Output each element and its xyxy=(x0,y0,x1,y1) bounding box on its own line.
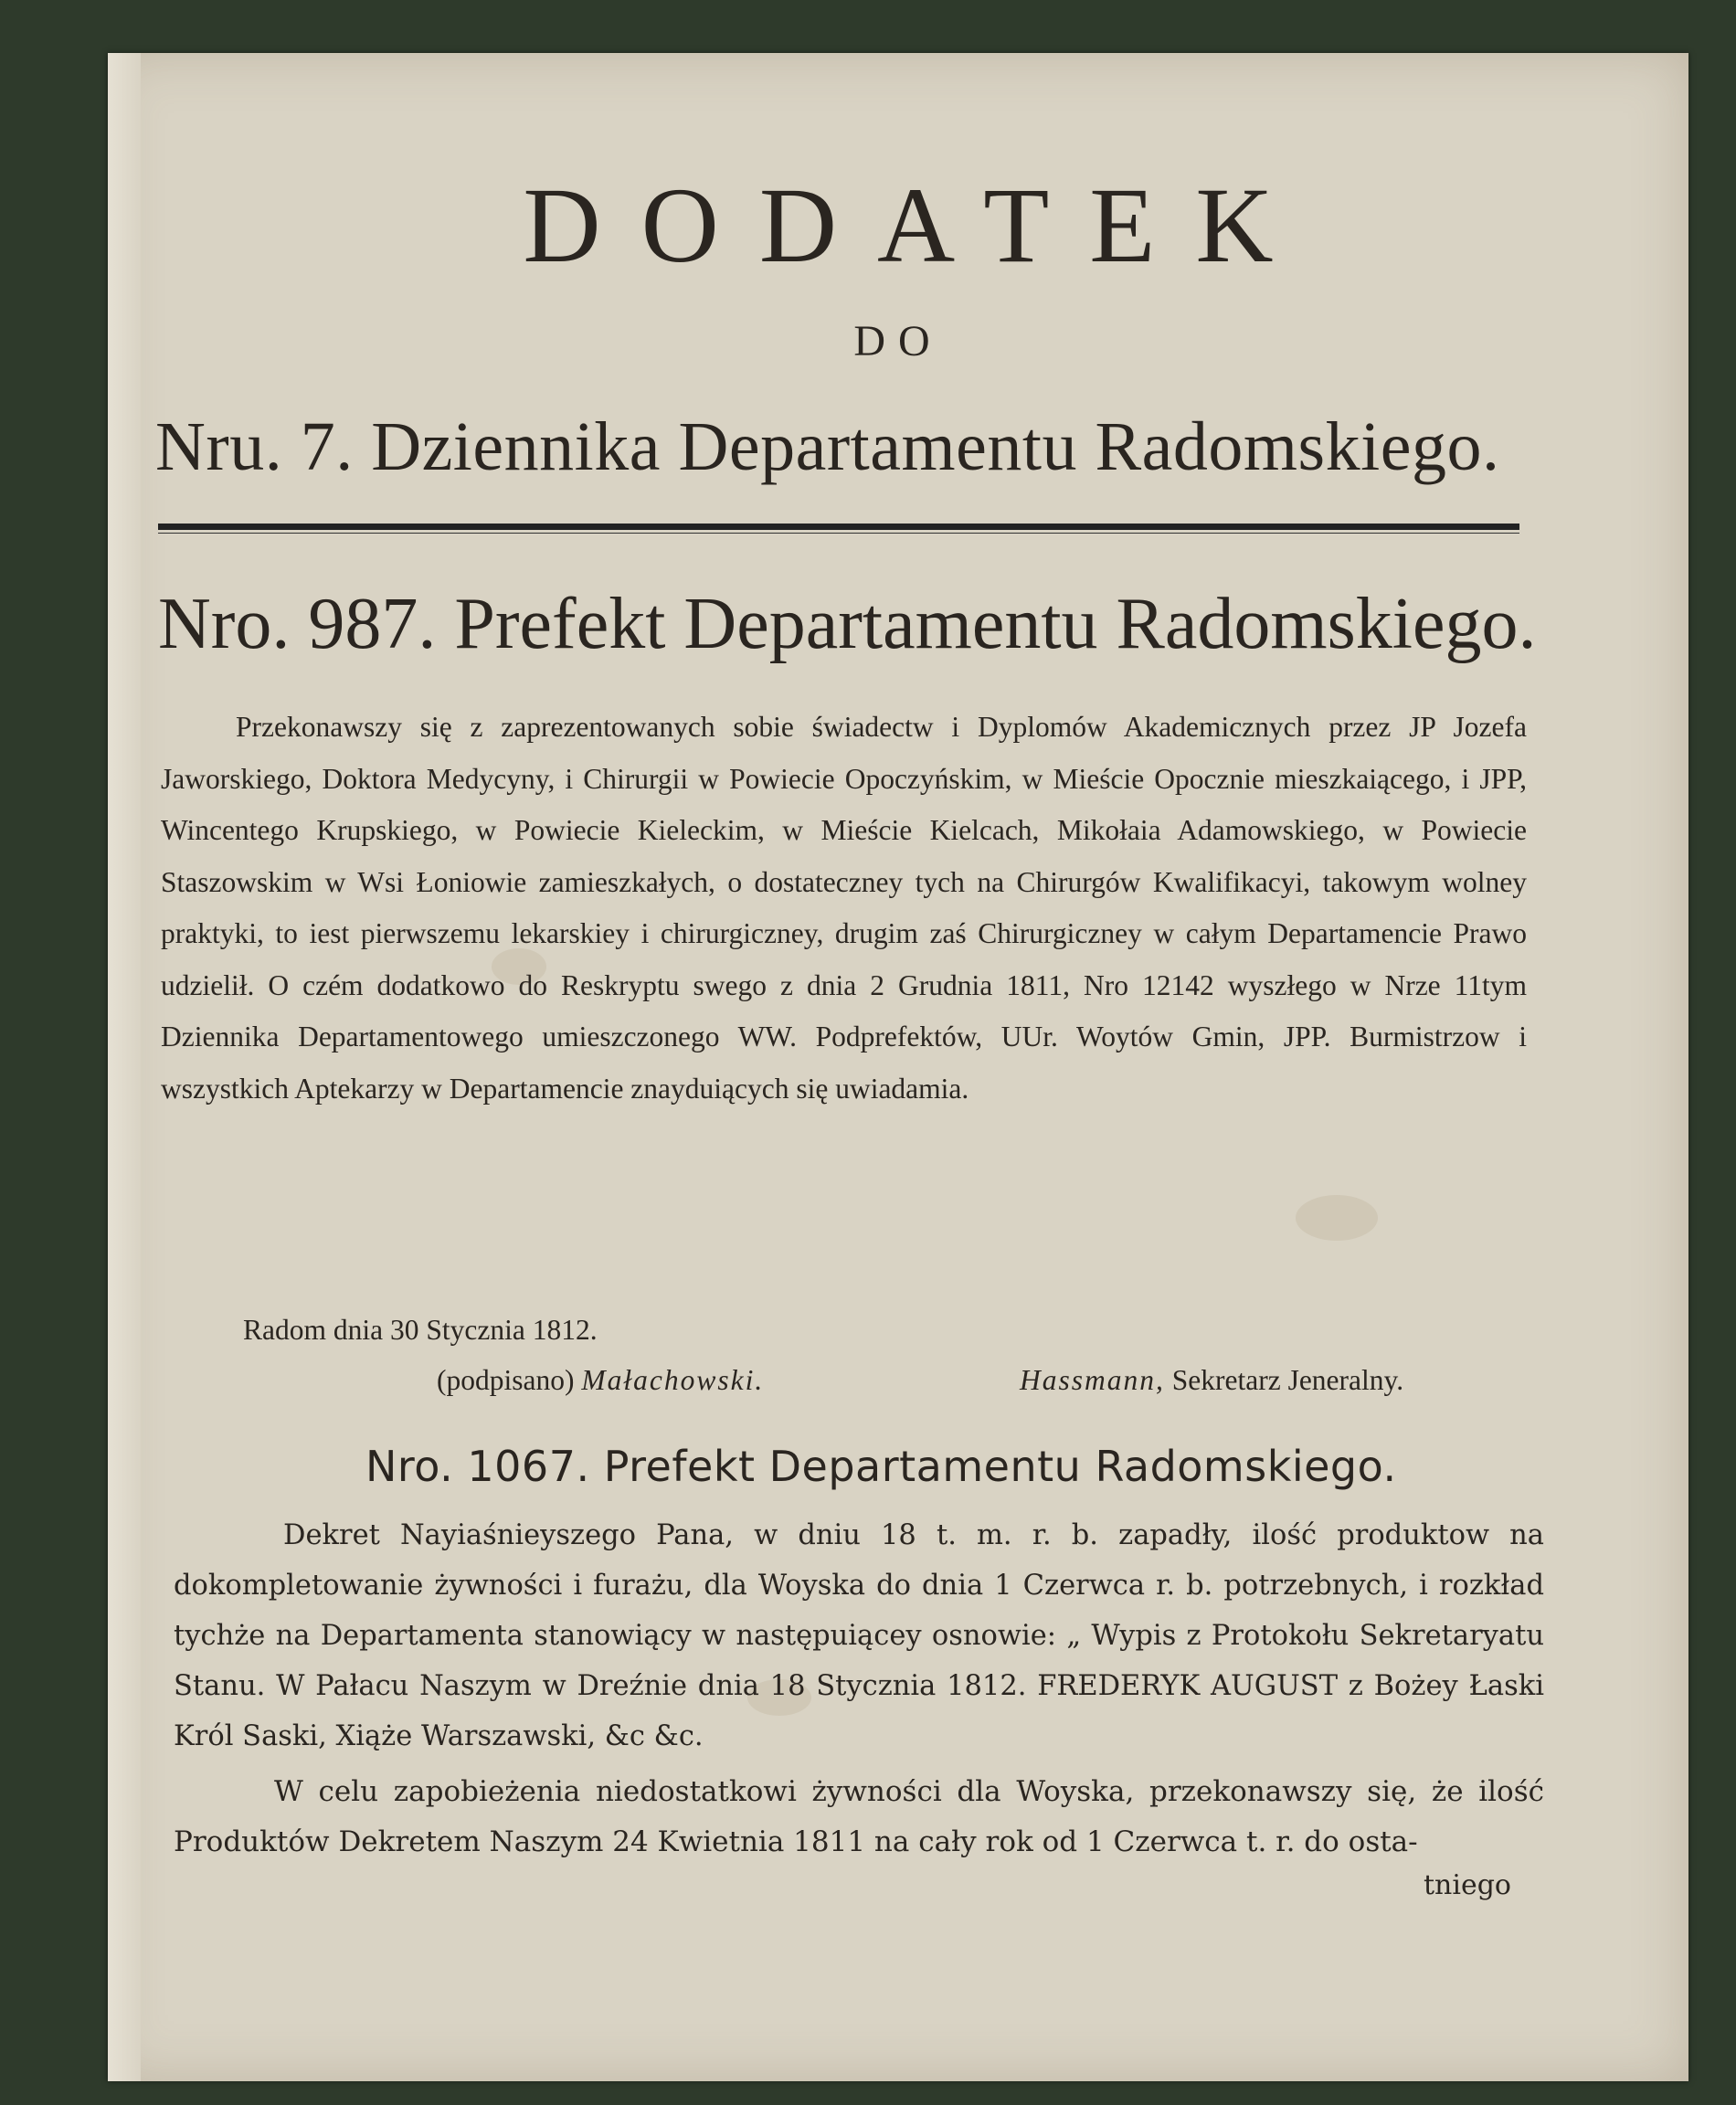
signer2-title: Sekretarz Jeneralny. xyxy=(1171,1364,1404,1396)
section2-paragraph-2: W celu zapobieżenia niedostatkowi żywności dla Woyska, przekonawszy się, że ilość Produktów Dekretem Naszym 24 Kwietnia 1811 na cały rok od 1 Czerwca t. r. do osta- xyxy=(174,1775,1544,1858)
document-title: DODATEK xyxy=(523,165,1314,285)
signer2-name: Hassmann, xyxy=(1020,1364,1165,1396)
title-connector: DO xyxy=(853,317,943,365)
section1-date: Radom dnia 30 Stycznia 1812. xyxy=(243,1314,598,1346)
section2-heading: Nro. 1067. Prefekt Departamentu Radomskiego. xyxy=(365,1442,1397,1491)
document-page xyxy=(108,53,1688,2081)
header-rule xyxy=(158,524,1519,534)
signer2 xyxy=(1020,1364,1403,1397)
section1-heading: Nro. 987. Prefekt Departamentu Radomskiego. xyxy=(158,584,1537,664)
catchword: tniego xyxy=(1424,1869,1511,1901)
issue-line: Nru. 7. Dziennika Departamentu Radomskiego. xyxy=(155,408,1500,485)
section1-paragraph: Przekonawszy się z zaprezentowanych sobie świadectw i Dyplomów Akademicznych przez JP Jozefa Jaworskiego, Doktora Medycyny, i Chirurgii w Powiecie Opoczyńskim, w Mieście Opocznie mieszkaiącego, i JPP, Wincentego Krupskiego, w Powiecie Kieleckim, w Mieście Kielcach, Mikołaia Adamowskiego, w Powiecie Staszowskim w Wsi Łoniowie zamieszkałych, o dostateczney tych na Chirurgów Kwalifikacyi, takowym wolney praktyki, to iest pierwszemu lekarskiey i chirurgiczney, drugim zaś Chirurgiczney w całym Departamencie Prawo udzielił. O czém dodatkowo do Reskryptu swego z dnia 2 Grudnia 1811, Nro 12142 wyszłego w Nrze 11tym Dziennika Departamentowego umieszczonego WW. Podprefektów, UUr. Woytów Gmin, JPP. Burmistrzow i wszystkich Aptekarzy w Departamencie znayduiących się uwiadamia. xyxy=(161,711,1527,1105)
paper-stain xyxy=(1296,1195,1378,1241)
section1-signatures xyxy=(437,1364,1515,1397)
signed-prefix: (podpisano) xyxy=(437,1364,575,1396)
signer1: Małachowski. xyxy=(581,1364,765,1396)
section2-paragraph: Dekret Nayiaśnieyszego Pana, w dniu 18 t. m. r. b. zapadły, ilość produktow na dokompletowanie żywności i furażu, dla Woyska do dnia 1 Czerwca r. b. potrzebnych, i rozkład tychże na Departamenta stanowiący w następuiącey osnowie: „ Wypis z Protokołu Sekretaryatu Stanu. W Pałacu Naszym w Dreźnie dnia 18 Stycznia 1812. FREDERYK AUGUST z Bożey Łaski Król Saski, Xiąże Warszawski, &c &c. xyxy=(174,1519,1544,1752)
